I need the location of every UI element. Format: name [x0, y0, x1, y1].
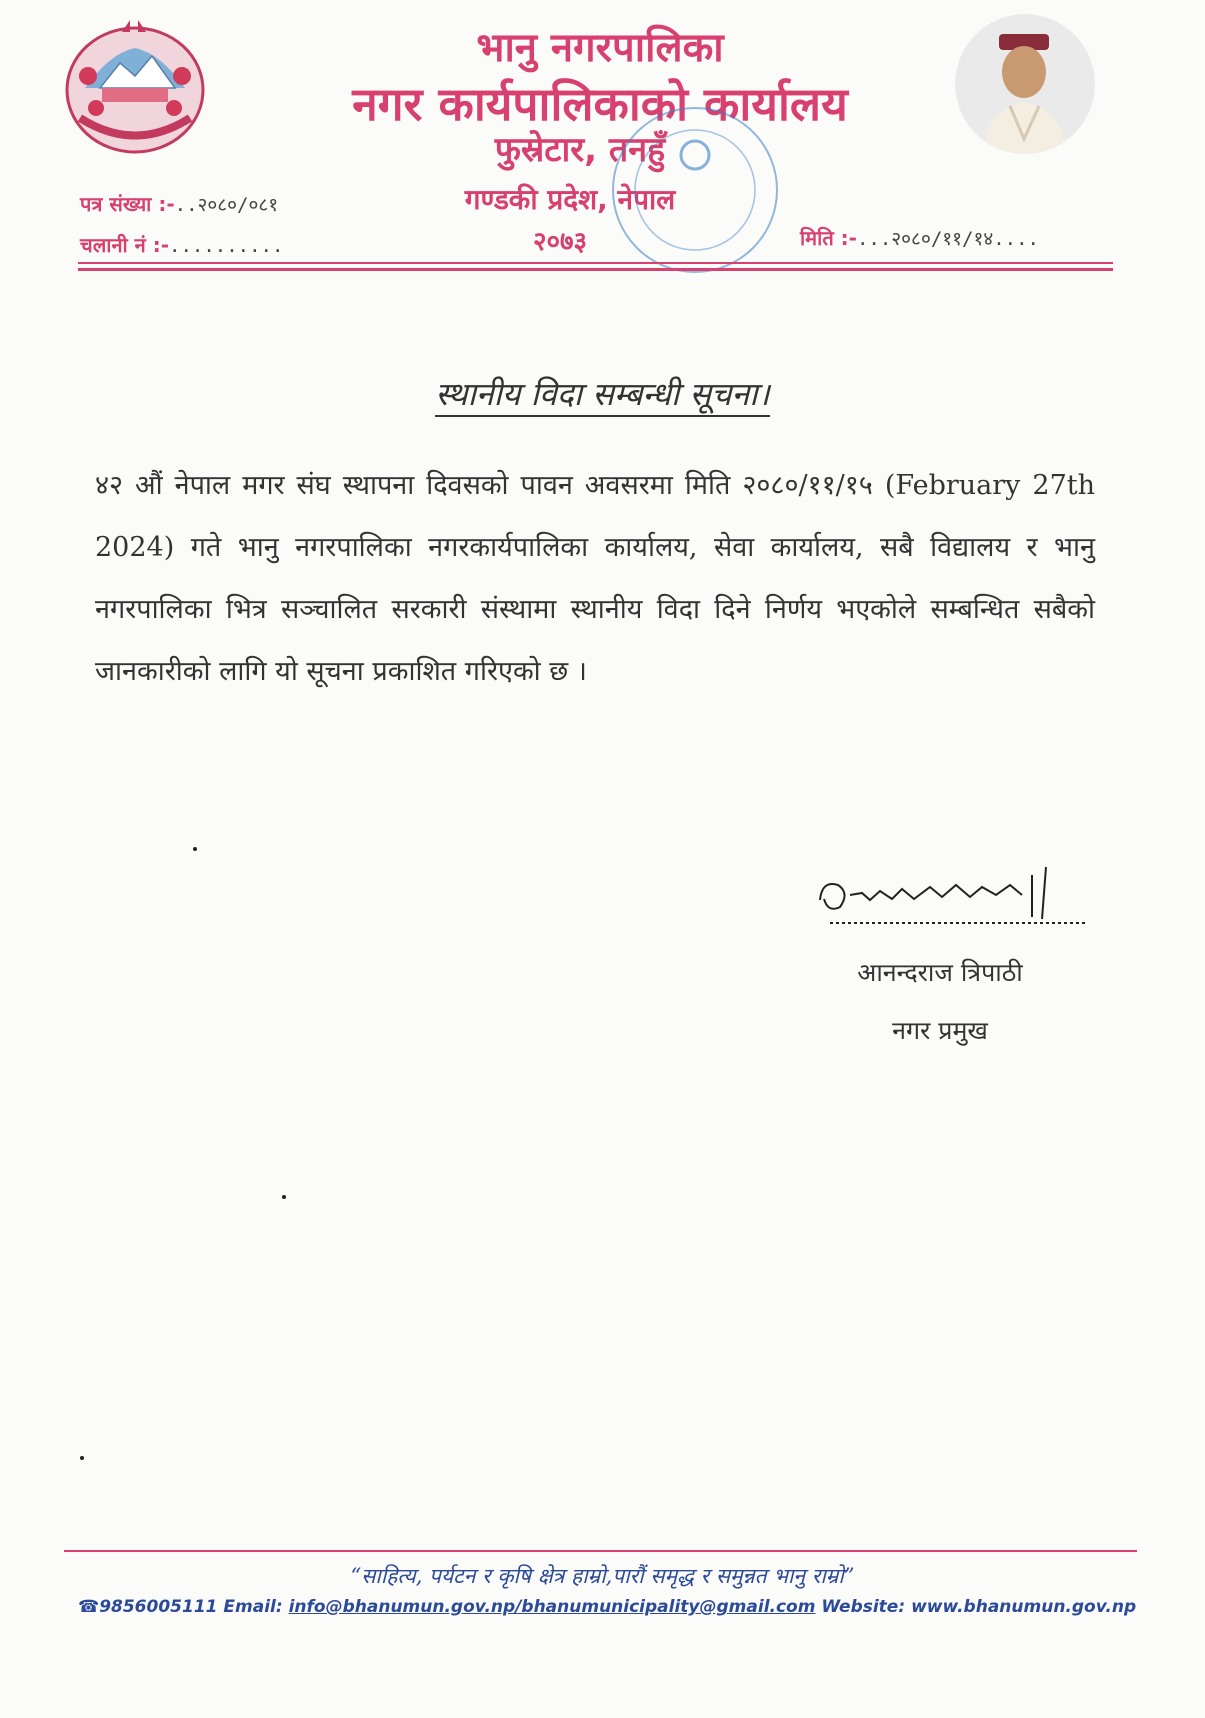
phone-number: 9856005111: [99, 1597, 218, 1617]
municipality-emblem: [60, 18, 210, 158]
speck: [282, 1195, 286, 1199]
office-stamp: [600, 100, 790, 280]
speck: [80, 1456, 84, 1460]
dispatch-number: [80, 231, 283, 258]
municipality-name: भानु नगरपालिका: [476, 25, 724, 71]
dispatch-number-label: चलानी नं :-: [80, 233, 170, 257]
notice-body: ४२ औं नेपाल मगर संघ स्थापना दिवसको पावन अवसरमा मिति २०८०/११/१५ (February 27th 2024) गते भानु नगरपालिका नगरकार्यपालिका कार्यालय, सेवा कार्यालय, सबै विद्यालय र भानु नगरपालिका भित्र सञ्चालित सरकारी संस्थामा स्थानीय विदा दिने निर्णय भएकोले सम्बन्धित सबैको जानकारीको लागि यो सूचना प्रकाशित गरिएको छ ।: [95, 470, 1095, 687]
letter-number-label: पत्र संख्या :-: [80, 192, 175, 216]
letter-date-value: ...२०८०/११/१४....: [856, 228, 1039, 250]
signature: [810, 855, 1090, 935]
phone-icon: ☎: [78, 1597, 100, 1617]
website-label: Website:: [821, 1597, 906, 1617]
dispatch-number-value: ..........: [169, 235, 284, 257]
signatory-name: आनन्दराज त्रिपाठी: [857, 958, 1023, 987]
letter-number: [80, 190, 278, 217]
header-rule: [78, 262, 1113, 264]
established-year: २०७३: [532, 227, 588, 257]
footer-rule: [64, 1550, 1137, 1552]
speck: [193, 847, 197, 851]
header-rule-thick: [78, 268, 1113, 271]
email-link[interactable]: info@bhanumun.gov.np/bhanumunicipality@gmail.com: [288, 1597, 816, 1617]
office-name: नगर कार्यपालिकाको कार्यालय: [352, 77, 848, 131]
province-name: गण्डकी प्रदेश, नेपाल: [464, 183, 676, 216]
website-link[interactable]: www.bhanumun.gov.np: [911, 1597, 1137, 1617]
notice-title: [0, 372, 1205, 415]
office-location: फुस्रेटार, तनहुँ: [494, 130, 666, 170]
letter-date: [800, 224, 1039, 251]
footer-slogan: “साहित्य, पर्यटन र कृषि क्षेत्र हाम्रो,पारौं समृद्ध र समुन्नत भानु राम्रो”: [350, 1564, 855, 1588]
footer-contact: [78, 1597, 1136, 1617]
email-label: Email:: [223, 1597, 283, 1617]
notice-title-text: स्थानीय विदा सम्बन्धी सूचना।: [435, 375, 769, 417]
letter-date-label: मिति :-: [800, 226, 857, 250]
letter-number-value: ..२०८०/०८१: [174, 194, 279, 216]
portrait-image: [955, 14, 1095, 154]
signatory-title: नगर प्रमुख: [892, 1016, 988, 1045]
